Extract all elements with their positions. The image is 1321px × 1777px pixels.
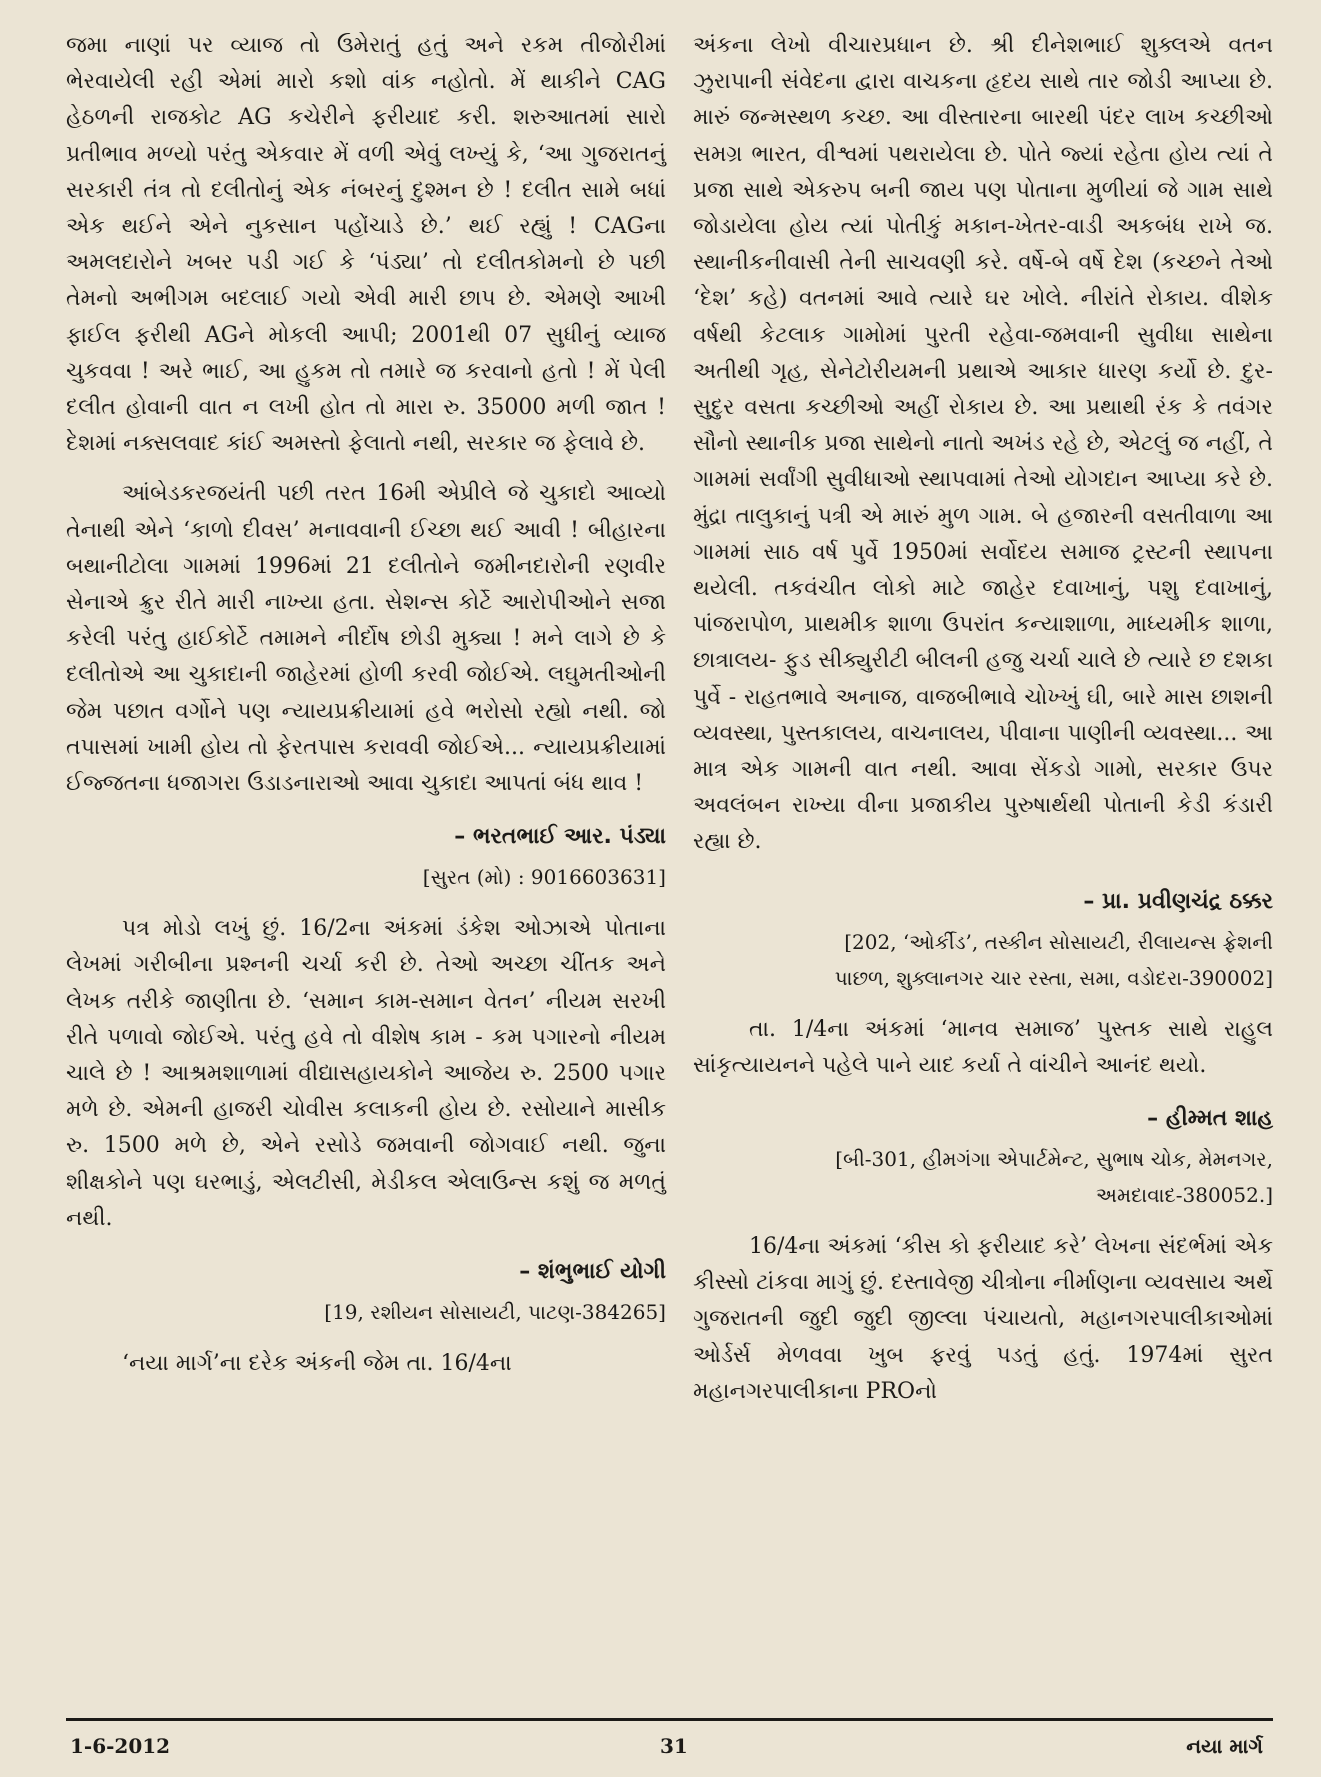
page-number: 31 [660, 1734, 688, 1758]
letter-body-paragraph: અંકના લેખો વીચારપ્રધાન છે. શ્રી દીનેશભાઈ શુક્લએ વતન ઝુરાપાની સંવેદના દ્વારા વાચકના હૃદય સાથે તાર જોડી આપ્યા છે. મારું જન્મસ્થળ કચ્છ. આ વીસ્તારના બારથી પંદર લાખ કચ્છીઓ સમગ્ર ભારત, વીશ્વમાં પથરાયેલા છે. પોતે જ્યાં રહેતા હોય ત્યાં તે પ્રજા સાથે એકરુપ બની જાય પણ પોતાના મુળીયાં જે ગામ સાથે જોડાયેલા હોય ત્યાં પોતીકું મકાન-ખેતર-વાડી અકબંધ રાખે જ. સ્થાનીકનીવાસી તેની સાચવણી કરે. વર્ષે-બે વર્ષે દેશ (કચ્છને તેઓ ‘દેશ’ કહે) વતનમાં આવે ત્યારે ઘર ખોલે. નીરાંતે રોકાય. વીશેક વર્ષથી કેટલાક ગામોમાં પુરતી રહેવા-જમવાની સુવીધા સાથેના અતીથી ગૃહ, સેનેટોરીયમની પ્રથાએ આકાર ધારણ કર્યો છે. દુર-સુદુર વસતા કચ્છીઓ અહીં રોકાય છે. આ પ્રથાથી રંક કે તવંગર સૌનો સ્થાનીક પ્રજા સાથેનો નાતો અખંડ રહે છે, એટલું જ નહીં, તે ગામમાં સર્વાંગી સુવીધાઓ સ્થાપવામાં તેઓ યોગદાન આપ્યા કરે છે. મુંદ્રા તાલુકાનું પત્રી એ મારું મુળ ગામ. બે હજારની વસતીવાળા આ ગામમાં સાઠ વર્ષ પુર્વે 1950માં સર્વોદય સમાજ ટ્રસ્ટની સ્થાપના થયેલી. તકવંચીત લોકો માટે જાહેર દવાખાનું, પશુ દવાખાનું, પાંજરાપોળ, પ્રાથમીક શાળા ઉપરાંત કન્યાશાળા, માધ્યમીક શાળા, છાત્રાલય- ફુડ સીક્યુરીટી બીલની હજુ ચર્ચા ચાલે છે ત્યારે છ દશકા પુર્વે - રાહતભાવે અનાજ, વાજબીભાવે ચોખ્ખું ઘી, બારે માસ છાશની વ્યવસ્થા, પુસ્તકાલય, વાચનાલય, પીવાના પાણીની વ્યવસ્થા... આ માત્ર એક ગામની વાત નથી. આવા સેંકડો ગામો, સરકાર ઉપર અવલંબન રાખ્યા વીના પ્રજાકીય પુરુષાર્થથી પોતાની કેડી કંડારી રહ્યા છે. [693, 33, 1273, 855]
letter-address: [સુરત (મો) : 9016603631] [422, 865, 666, 890]
right-column [693, 28, 1273, 1410]
letter-body-paragraph: 16/4ના અંકમાં ‘કીસ કો ફરીયાદ કરે’ લેખના સંદર્ભમાં એક કીસ્સો ટાંકવા માગું છું. દસ્તાવેજી ચીત્રોના નીર્માણના વ્યવસાય અર્થે ગુજરાતની જુદી જુદી જીલ્લા પંચાયતો, મહાનગરપાલીકાઓમાં ઓર્ડર્સ મેળવવા ખુબ ફરવું પડતું હતું. 1974માં સુરત મહાનગરપાલીકાના PROનો [693, 1234, 1273, 1404]
footer-divider [66, 1718, 1273, 1721]
letter-address: [202, ‘ઓર્કીડ’, તસ્કીન સોસાયટી, રીલાયન્સ ફ્રેશની પાછળ, શુક્લાનગર ચાર રસ્તા, સમા, વડોદરા-390002] [834, 929, 1273, 990]
left-column [66, 28, 666, 1382]
letter-signature: – હીમ્મત શાહ [1147, 1106, 1273, 1132]
letter-body-paragraph: પત્ર મોડો લખું છું. 16/2ના અંકમાં ડંકેશ ઓઝાએ પોતાના લેખમાં ગરીબીના પ્રશ્નની ચર્ચા કરી છે. તેઓ અચ્છા ચીંતક અને લેખક તરીકે જાણીતા છે. ‘સમાન કામ-સમાન વેતન’ નીયમ સરખી રીતે પળાવો જોઈએ. પરંતુ હવે તો વીશેષ કામ - કમ પગારનો નીયમ ચાલે છે ! આશ્રમશાળામાં વીદ્યાસહાયકોને આજેય રુ. 2500 પગાર મળે છે. એમની હાજરી ચોવીસ કલાકની હોય છે. રસોયાને માસીક રુ. 1500 મળે છે, એને રસોડે જમવાની જોગવાઈ નથી. જુના શીક્ષકોને પણ ઘરભાડું, એલટીસી, મેડીકલ એલાઉન્સ કશું જ મળતું નથી. [66, 916, 666, 1231]
letter-signature: – ભરતભાઈ આર. પંડ્યા [454, 824, 666, 850]
letter-body-paragraph: ‘નયા માર્ગ’ના દરેક અંકની જેમ તા. 16/4ના [122, 1351, 512, 1377]
letter-body-paragraph: જમા નાણાં પર વ્યાજ તો ઉમેરાતું હતું અને રકમ તીજોરીમાં ભેરવાયેલી રહી એમાં મારો કશો વાંક નહોતો. મેં થાકીને CAG હેઠળની રાજકોટ AG કચેરીને ફરીયાદ કરી. શરુઆતમાં સારો પ્રતીભાવ મળ્યો પરંતુ એકવાર મેં વળી એવું લખ્યું કે, ‘આ ગુજરાતનું સરકારી તંત્ર તો દલીતોનું એક નંબરનું દુશ્મન છે ! દલીત સામે બધાં એક થઈને એને નુકસાન પહોંચાડે છે.’ થઈ રહ્યું ! CAGના અમલદારોને ખબર પડી ગઈ કે ‘પંડ્યા’ તો દલીતકોમનો છે પછી તેમનો અભીગમ બદલાઈ ગયો એવી મારી છાપ છે. એમણે આખી ફાઈલ ફરીથી AGને મોકલી આપી; 2001થી 07 સુધીનું વ્યાજ ચુકવવા ! અરે ભાઈ, આ હુકમ તો તમારે જ કરવાનો હતો ! મેં પેલી દલીત હોવાની વાત ન લખી હોત તો મારા રુ. 35000 મળી જાત ! દેશમાં નક્સલવાદ કાંઈ અમસ્તો ફેલાતો નથી, સરકાર જ ફેલાવે છે. [66, 33, 666, 457]
letter-body-paragraph: આંબેડકરજયંતી પછી તરત 16મી એપ્રીલે જે ચુકાદો આવ્યો તેનાથી એને ‘કાળો દીવસ’ મનાવવાની ઈચ્છા થઈ આવી ! બીહારના બથાનીટોલા ગામમાં 1996માં 21 દલીતોને જમીનદારોની રણવીર સેનાએ ક્રુર રીતે મારી નાખ્યા હતા. સેશન્સ કોર્ટે આરોપીઓને સજા કરેલી પરંતુ હાઈકોર્ટે તમામને નીર્દોષ છોડી મુક્યા ! મને લાગે છે કે દલીતોએ આ ચુકાદાની જાહેરમાં હોળી કરવી જોઈએ. લઘુમતીઓની જેમ પછાત વર્ગોને પણ ન્યાયપ્રક્રીયામાં હવે ભરોસો રહ્યો નથી. જો તપાસમાં ખામી હોય તો ફેરતપાસ કરાવવી જોઈએ... ન્યાયપ્રક્રીયામાં ઈજ્જતના ધજાગરા ઉડાડનારાઓ આવા ચુકાદા આપતાં બંધ થાવ ! [66, 481, 666, 797]
letter-address: [બી-301, હીમગંગા એપાર્ટમેન્ટ, સુભાષ ચોક, મેમનગર, અમદાવાદ-380052.] [835, 1147, 1273, 1208]
letter-body-paragraph: તા. 1/4ના અંકમાં ‘માનવ સમાજ’ પુસ્તક સાથે રાહુલ સાંકૃત્યાયનને પહેલે પાને યાદ કર્યા તે વાંચીને આનંદ થયો. [693, 1016, 1273, 1078]
letter-signature: – શંભુભાઈ યોગી [519, 1259, 666, 1285]
footer-date: 1-6-2012 [70, 1734, 171, 1758]
letter-signature: – પ્રા. પ્રવીણચંદ્ર ઠક્કર [1083, 888, 1273, 914]
magazine-name: નયા માર્ગ [1186, 1734, 1263, 1758]
letter-address: [19, રશીયન સોસાયટી, પાટણ-384265] [324, 1300, 666, 1325]
